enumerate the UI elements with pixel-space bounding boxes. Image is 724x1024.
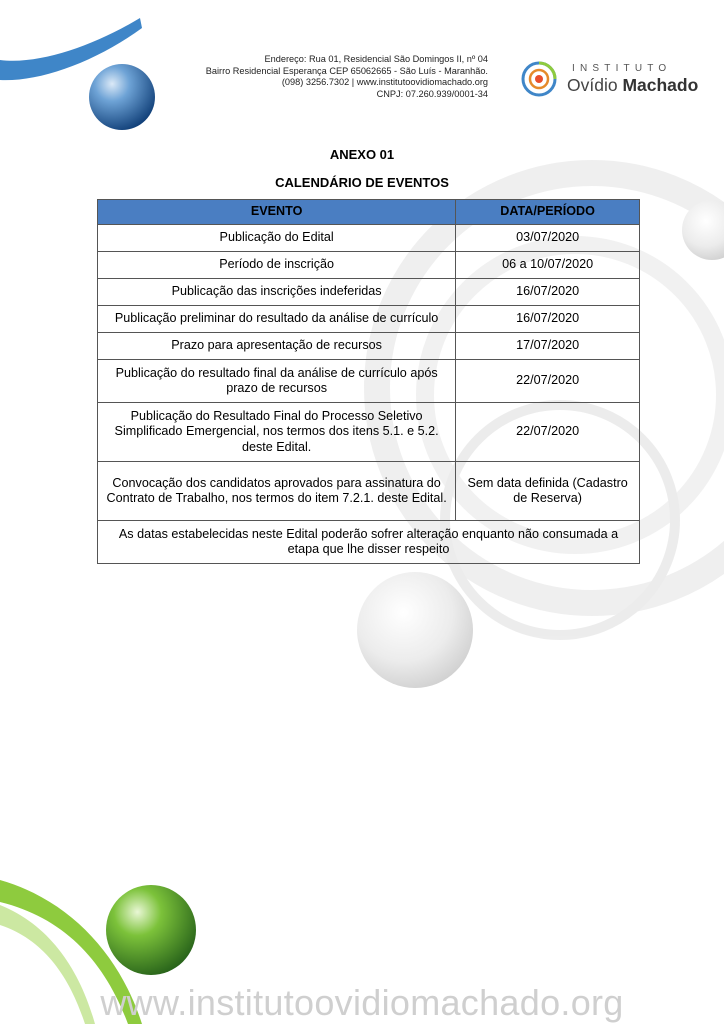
table-row xyxy=(98,306,640,333)
events-calendar-table xyxy=(97,199,640,564)
institute-logo xyxy=(517,57,697,101)
table-row xyxy=(98,252,640,279)
table-header-row xyxy=(98,200,640,225)
logo-name-bold: Machado xyxy=(622,75,699,95)
date-cell: 22/07/2020 xyxy=(456,360,640,403)
table-row xyxy=(98,279,640,306)
date-cell: 06 a 10/07/2020 xyxy=(456,252,640,279)
logo-mark-icon xyxy=(517,57,561,101)
logo-name-light: Ovídio xyxy=(567,75,623,95)
date-cell: 17/07/2020 xyxy=(456,333,640,360)
column-header-date: DATA/PERÍODO xyxy=(456,200,640,225)
table-row xyxy=(98,360,640,403)
table-row xyxy=(98,333,640,360)
address-line: Bairro Residencial Esperança CEP 65062665 - São Luís - Maranhão. xyxy=(205,65,488,76)
footer-website-url: www.institutoovidiomachado.org xyxy=(100,982,624,1023)
event-cell: Publicação do Edital xyxy=(98,225,456,252)
event-cell: Publicação do resultado final da análise de currículo após prazo de recursos xyxy=(98,360,456,403)
date-cell: 16/07/2020 xyxy=(456,279,640,306)
header-address xyxy=(206,54,488,100)
calendar-title: CALENDÁRIO DE EVENTOS xyxy=(275,175,449,190)
table-row xyxy=(98,403,640,462)
logo-name xyxy=(567,75,698,96)
event-cell: Publicação preliminar do resultado da análise de currículo xyxy=(98,306,456,333)
address-line: Endereço: Rua 01, Residencial São Domingos II, nº 04 xyxy=(264,54,488,64)
table-row xyxy=(98,462,640,521)
event-cell: Convocação dos candidatos aprovados para assinatura do Contrato de Trabalho, nos termos do item 7.2.1. deste Edital. xyxy=(98,462,456,521)
event-cell: Prazo para apresentação de recursos xyxy=(98,333,456,360)
event-cell: Publicação do Resultado Final do Processo Seletivo Simplificado Emergencial, nos termos dos itens 5.1. e 5.2. deste Edital. xyxy=(98,403,456,462)
table-note-row xyxy=(98,521,640,564)
table-note: As datas estabelecidas neste Edital poderão sofrer alteração enquanto não consumada a etapa que lhe disser respeito xyxy=(98,521,640,564)
date-cell: 03/07/2020 xyxy=(456,225,640,252)
logo-top-text: INSTITUTO xyxy=(572,63,672,74)
date-cell: 22/07/2020 xyxy=(456,403,640,462)
event-cell: Publicação das inscrições indeferidas xyxy=(98,279,456,306)
annex-title: ANEXO 01 xyxy=(329,147,395,162)
date-cell: Sem data definida (Cadastro de Reserva) xyxy=(456,462,640,521)
event-cell: Período de inscrição xyxy=(98,252,456,279)
address-line: CNPJ: 07.260.939/0001-34 xyxy=(376,88,488,99)
table-row xyxy=(98,225,640,252)
address-line: (098) 3256.7302 | www.institutoovidiomachado.org xyxy=(281,77,488,87)
date-cell: 16/07/2020 xyxy=(456,306,640,333)
column-header-event: EVENTO xyxy=(98,200,456,225)
